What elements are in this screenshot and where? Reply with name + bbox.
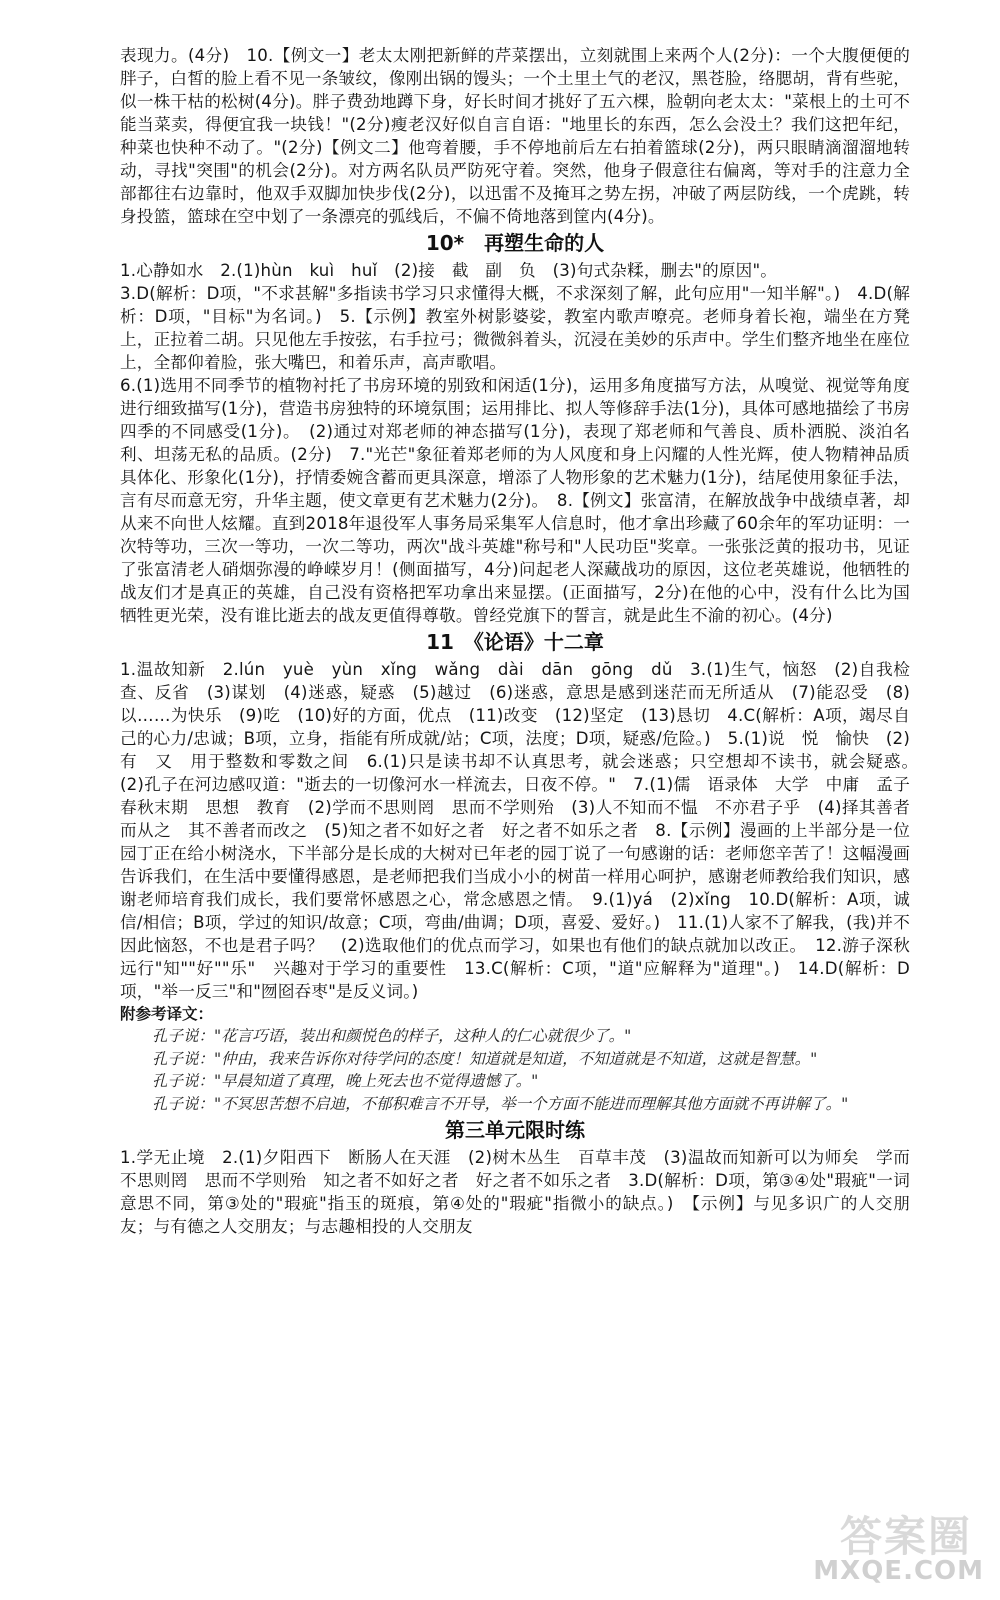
section-heading-unit-3-test: 第三单元限时练 [445, 1118, 585, 1142]
answer-paragraph-lesson11: 1.温故知新 2.lún yuè yùn xǐng wǎng dài dān gōng dǔ 3.(1)生气，恼怒 (2)自我检查、反省 (3)谋划 (4)迷惑，疑惑 (5)越过 (6)迷惑，意思是感到迷茫而无所适从 (7)能忍受 (8)以……为快乐 (9)吃 (10)好的方面，优点 (11)改变 (12)坚定 (13)恳切 4.C(解析：A项，竭尽自己的心力/忠诚；B项，立身，指能有所成就/站；C项，法度；D项，疑惑/危险。) 5.(1)说 悦 愉快 (2)有 又 用于整数和零数之间 6.(1)只是读书却不认真思考，就会迷惑；只空想却不读书，就会疑惑。 (2)孔子在河边感叹道："逝去的一切像河水一样流去，日夜不停。" 7.(1)儒 语录体 大学 中庸 孟子 春秋末期 思想 教育 (2)学而不思则罔 思而不学则殆 (3)人不知而不愠 不亦君子乎 (4)择其善者而从之 其不善者而改之 (5)知之者不如好之者 好之者不如乐之者 8.【示例】漫画的上半部分是一位园丁正在给小树浇水，下半部分是长成的大树对已年老的园丁说了一句感谢的话：老师您辛苦了！这幅漫画告诉我们，在生活中要懂得感恩，是老师把我们当成小小的树苗一样用心呵护，感谢老师教给我们知识，感谢老师培育我们成长，我们要常怀感恩之心，常念感恩之情。 9.(1)yá (2)xǐng 10.D(解析：A项，诚信/相信；B项，学过的知识/故意；C项，弯曲/曲调；D项，喜爱、爱好。) 11.(1)人家不了解我，(我)并不因此恼怒，不也是君子吗？ (2)选取他们的优点而学习，如果也有他们的缺点就加以改正。 12.游子深秋远行"知""好""乐" 兴趣对于学习的重要性 13.C(解析：C项，"道"应解释为"道理"。) 14.D(解析：D项，"举一反三"和"囫囵吞枣"是反义词。) [120, 660, 927, 1001]
translation-line: 孔子说："早晨知道了真理，晚上死去也不觉得遗憾了。" [152, 1072, 539, 1090]
translation-line: 孔子说："不冥思苦想不启迪，不郁积难言不开导，举一个方面不能进而理解其他方面就不再讲解了。" [152, 1094, 849, 1113]
section-heading-lesson-11: 11 《论语》十二章 [426, 630, 604, 654]
answer-paragraph-unit3: 1.学无止境 2.(1)夕阳西下 断肠人在天涯 (2)树木丛生 百草丰茂 (3)温故而知新可以为师矣 学而不思则罔 思而不学则殆 知之者不如好之者 好之者不如乐之者 3.D(解析：D项，第③④处"瑕疵"一词意思不同，第③处的"瑕疵"指玉的斑痕，第④处的"瑕疵"指微小的缺点。) 【示例】与见多识广的人交朋友；与有德之人交朋友；与志趣相投的人交朋友 [120, 1148, 910, 1236]
answer-paragraph-example-essay: 表现力。(4分) 10.【例文一】老太太刚把新鲜的芹菜摆出，立刻就围上来两个人(2分)：一个大腹便便的胖子，白皙的脸上看不见一条皱纹，像刚出锅的馒头；一个土里土气的老汉，黑苍脸，络腮胡，背有些驼，似一株干枯的松树(4分)。胖子费劲地蹲下身，好长时间才挑好了五六棵，脸朝向老太太："菜根上的土可不能当菜卖，得便宜我一块钱！"(2分)瘦老汉好似自言自语："地里长的东西，怎么会没土？我们这把年纪，种菜也快种不动了。"(2分)【例文二】他弯着腰，手不停地前后左右拍着篮球(2分)，两只眼睛滴溜溜地转动，寻找"突围"的机会(2分)。对方两名队员严防死守着。突然，他身子假意往右偏离，等对手的注意力全部都往右边靠时，他双手双脚加快步伐(2分)，以迅雷不及掩耳之势左拐，冲破了两层防线，一个虎跳，转身投篮，篮球在空中划了一条漂亮的弧线后，不偏不倚地落到筐内(4分)。 [120, 46, 910, 226]
answer-paragraph-lesson10-q1-2: 1.心静如水 2.(1)hùn kuì huǐ (2)接 截 副 负 (3)句式杂糅，删去"的原因"。 [120, 261, 778, 280]
translation-heading: 附参考译文： [120, 1005, 214, 1023]
watermark-text-bottom: MXQE.COM [813, 1556, 984, 1586]
translation-line: 孔子说："仲由，我来告诉你对待学问的态度！知道就是知道，不知道就是不知道，这就是智慧。" [152, 1049, 818, 1068]
answer-column [120, 44, 927, 1238]
watermark-text-top: 答案圈 [839, 1512, 972, 1561]
watermark-logo [812, 1502, 988, 1586]
translation-line: 孔子说："花言巧语，装出和颜悦色的样子，这种人的仁心就很少了。" [152, 1027, 632, 1045]
answer-paragraph-lesson10-q6-8: 6.(1)选用不同季节的植物衬托了书房环境的别致和闲适(1分)，运用多角度描写方法，从嗅觉、视觉等角度进行细致描写(1分)，营造书房独特的环境氛围；运用排比、拟人等修辞手法(1分)，具体可感地描绘了书房四季的不同感受(1分)。 (2)通过对郑老师的神态描写(1分)，表现了郑老师和气善良、质朴洒脱、淡泊名利、坦荡无私的品质。(2分) 7."光芒"象征着郑老师的为人风度和身上闪耀的人性光辉，使人物精神品质具体化、形象化(1分)，抒情委婉含蓄而更具深意，增添了人物形象的艺术魅力(1分)，结尾使用象征手法，言有尽而意无穷，升华主题，使文章更有艺术魅力(2分)。 8.【例文】张富清，在解放战争中战绩卓著，却从来不向世人炫耀。直到2018年退役军人事务局采集军人信息时，他才拿出珍藏了60余年的军功证明：一次特等功，三次一等功，一次二等功，两次"战斗英雄"称号和"人民功臣"奖章。一张张泛黄的报功书，见证了张富清老人硝烟弥漫的峥嵘岁月！(侧面描写，4分)问起老人深藏战功的原因，这位老英雄说，他牺牲的战友们才是真正的英雄，自己没有资格把军功拿出来显摆。(正面描写，2分)在他的心中，没有什么比为国牺牲更光荣，没有谁比逝去的战友更值得尊敬。曾经党旗下的誓言，就是此生不渝的初心。(4分) [120, 376, 910, 625]
answer-paragraph-lesson10-q3-5: 3.D(解析：D项，"不求甚解"多指读书学习只求懂得大概，不求深刻了解，此句应用"一知半解"。) 4.D(解析：D项，"目标"为名词。) 5.【示例】教室外树影婆娑，教室内歌声嘹亮。老师身着长袍，端坐在方凳上，正拉着二胡。只见他左手按弦，右手拉弓；微微斜着头，沉浸在美妙的乐声中。学生们整齐地坐在座位上，全都仰着脸，张大嘴巴，和着乐声，高声歌唱。 [120, 284, 910, 372]
section-heading-lesson-10: 10* 再塑生命的人 [425, 231, 605, 255]
